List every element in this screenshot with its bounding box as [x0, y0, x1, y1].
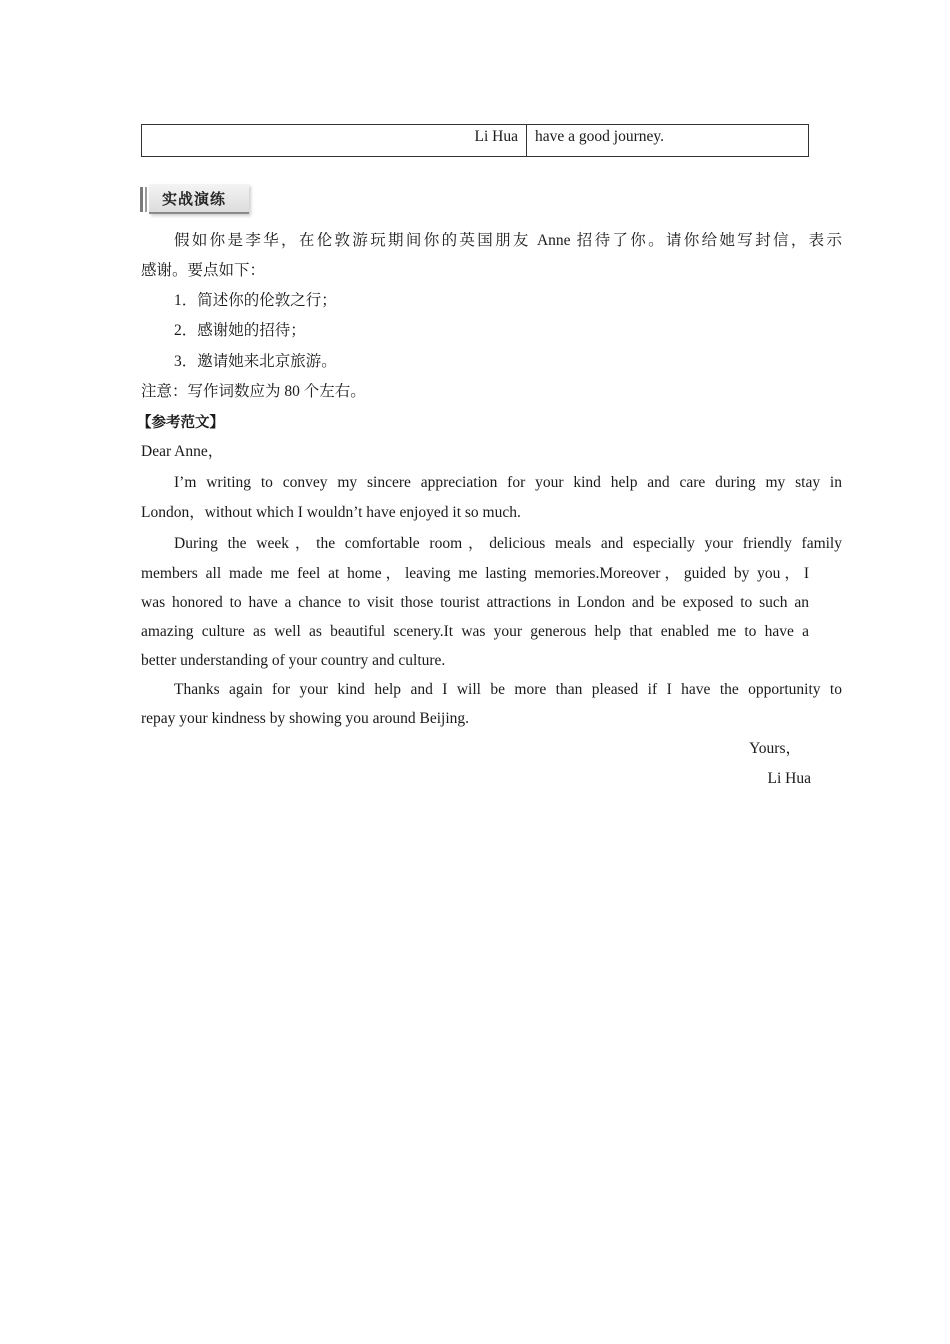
letter-signature: Li Hua: [767, 770, 811, 787]
letter-closing: Yours，: [749, 740, 801, 757]
letter-greeting: Dear Anne，: [141, 443, 224, 460]
letter-line: I’m writing to convey my sincere appreciation for your kind help and care during my stay in: [174, 474, 842, 491]
letter-line: repay your kindness by showing you around Beijing.: [141, 710, 470, 727]
task-line: 感谢。要点如下：: [141, 262, 266, 279]
letter-line: London，without which I wouldn’t have enjoyed it so much.: [141, 504, 521, 521]
table-cell-name: Li Hua: [142, 125, 527, 157]
letter-line: Thanks again for your kind help and I will be more than pleased if I have the opportunity to: [174, 681, 842, 698]
letter-line: was honored to have a chance to visit those tourist attractions in London and be exposed to such an: [141, 594, 809, 611]
section-title: 实战演练: [162, 190, 227, 208]
task-point: 2．感谢她的招待；: [174, 322, 306, 339]
reference-label: 【参考范文】: [137, 415, 224, 431]
letter-line: members all made me feel at home，leaving me lasting memories.Moreover，guided by you，I: [141, 565, 809, 582]
task-note: 注意：写作词数应为 80 个左右。: [141, 383, 366, 400]
letter-line: better understanding of your country and culture.: [141, 652, 446, 669]
letter-line: During the week，the comfortable room，delicious meals and especially your friendly family: [174, 535, 842, 552]
top-table: [141, 124, 809, 157]
task-line: 假如你是李华，在伦敦游玩期间你的英国朋友 Anne 招待了你。请你给她写封信，表示: [174, 232, 842, 249]
task-point: 3．邀请她来北京旅游。: [174, 353, 337, 370]
section-banner: [140, 184, 250, 214]
banner-bar: [140, 187, 143, 212]
task-point: 1．简述你的伦敦之行；: [174, 292, 337, 309]
letter-line: amazing culture as well as beautiful scenery.It was your generous help that enabled me to have a: [141, 623, 809, 640]
table-row: [142, 125, 809, 157]
table-cell-text: have a good journey.: [527, 125, 809, 157]
banner-bar: [145, 187, 147, 212]
